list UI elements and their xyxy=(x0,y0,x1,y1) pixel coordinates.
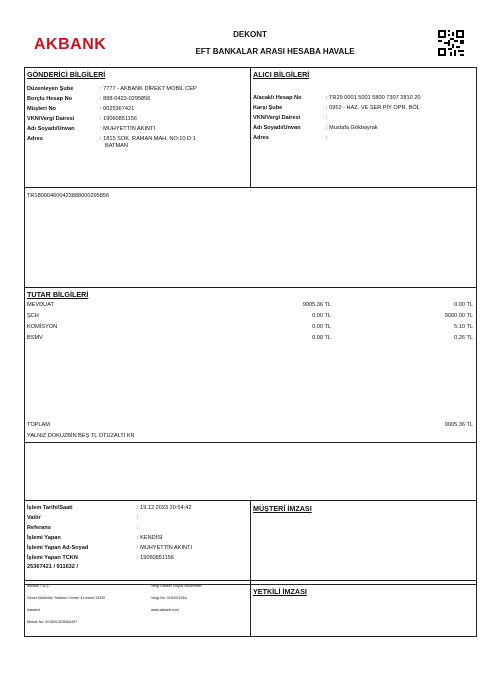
sender-section-title: GÖNDERİCİ BİLGİLERİ xyxy=(27,70,106,79)
transaction-value-performer: : KENDİSİ xyxy=(137,535,163,541)
authorized-signature-box xyxy=(250,580,477,637)
amount-row-mid: 0.00 TL xyxy=(312,324,331,330)
amount-row-name: BSMV xyxy=(27,335,43,341)
receiver-value-address: : xyxy=(326,135,328,141)
total-value: 9005.36 TL xyxy=(444,422,473,428)
sender-value-branch: : 7777 - AKBANK DİREKT MOBİL CEP xyxy=(100,86,197,92)
amount-row-name: MEVDUAT xyxy=(27,302,54,308)
receiver-label-tax: VKN/Vergi Dairesi xyxy=(253,115,301,121)
sender-value-address-line2: BATMAN xyxy=(105,143,128,149)
amounts-box xyxy=(24,287,477,443)
blank-box xyxy=(24,442,477,501)
total-in-words: YALNIZ DOKUZBİN BEŞ TL OTUZALTI KR xyxy=(27,433,135,439)
receiver-value-branch: : 0952 - HAZ. VE SER PİY OPR. BÖL xyxy=(326,105,420,111)
receiver-value-tax: : xyxy=(326,115,328,121)
transaction-value-tckn: : 19060851156 xyxy=(137,555,174,561)
description-box xyxy=(24,187,477,288)
sender-label-customer-no: Müşteri No xyxy=(27,106,56,112)
amounts-section-title: TUTAR BİLGİLERİ xyxy=(27,290,89,299)
transaction-label-performer-name: İşlemi Yapan Ad-Soyad xyxy=(27,545,89,551)
sender-label-tax: VKN/Vergi Dairesi xyxy=(27,116,75,122)
transaction-value-datetime: : 19.12.2023 20:54:42 xyxy=(137,505,192,511)
footer-right-line: Vergi No: 0150015264 xyxy=(151,596,187,600)
receiver-section-title: ALICI BİLGİLERİ xyxy=(253,70,310,79)
receiver-info-box xyxy=(250,67,477,188)
transaction-value-valor: : xyxy=(137,515,139,521)
footer-right-line: www.akbank.com xyxy=(151,608,179,612)
sender-value-tax: : 19060851156 xyxy=(100,116,137,122)
sender-label-branch: Düzenleyen Şube xyxy=(27,86,74,92)
receiver-label-branch: Karşı Şube xyxy=(253,105,283,111)
amount-row-mid: 0.00 TL xyxy=(312,313,331,319)
transaction-label-reference: Referans xyxy=(27,525,51,531)
customer-signature-title: MÜŞTERİ İMZASI xyxy=(253,504,312,513)
total-label: TOPLAM xyxy=(27,422,50,428)
authorized-signature-title: YETKİLİ İMZASI xyxy=(253,587,307,596)
document-title: DEKONT xyxy=(233,30,267,39)
receiver-value-account: : TR29 0001 5001 5800 7307 2810 20 xyxy=(326,95,421,101)
footer-left-line: Akbank T.A.Ş. xyxy=(27,584,50,588)
akbank-logo: AKBANK xyxy=(34,36,107,53)
sender-label-account: Borçlu Hesap No xyxy=(27,96,73,102)
amount-row-right: 0.00 TL xyxy=(454,302,473,308)
sender-value-account: : 888-0423-0295856 xyxy=(100,96,151,102)
transaction-value-reference: : xyxy=(137,525,139,531)
transaction-value-performer-name: : MUHYETTİN AKINTI xyxy=(137,545,193,551)
footer-left-line: Genel Müdürlük: Sabancı Center 4.Levent 34330 xyxy=(27,596,106,600)
amount-row-mid: 0.00 TL xyxy=(312,335,331,341)
transaction-ref-line: 25367421 / 911632 / xyxy=(27,564,79,570)
amount-row-right: 5.10 TL xyxy=(454,324,473,330)
description-text: TR180004600423888000295856 xyxy=(27,193,110,199)
receiver-label-name: Adı Soyadı/Unvan xyxy=(253,125,301,131)
sender-info-box xyxy=(24,67,251,188)
amount-row-name: ŞCH xyxy=(27,313,39,319)
transaction-label-valor: Valör xyxy=(27,515,41,521)
transaction-box xyxy=(24,500,251,585)
sender-value-customer-no: : 0025367421 xyxy=(100,106,135,112)
transaction-label-datetime: İşlem Tarihi/Saati xyxy=(27,505,73,511)
footer-right-line: Vergi Dairesi: Büyük Mükellefler xyxy=(151,584,202,588)
document-subtitle: EFT BANKALAR ARASI HESABA HAVALE xyxy=(195,47,355,56)
amount-row-right: 0.26 TL xyxy=(454,335,473,341)
amount-row-mid: 9005.36 TL xyxy=(302,302,331,308)
transaction-label-performer: İşlemi Yapan xyxy=(27,535,61,541)
qr-code-icon xyxy=(438,30,464,56)
receiver-value-name: : Mustafa Gökbayrak xyxy=(326,125,378,131)
transaction-label-tckn: İşlemi Yapan TCKN xyxy=(27,555,78,561)
sender-label-address: Adres xyxy=(27,136,43,142)
footer-left-line: Mersis No: 0015001526400497 xyxy=(27,620,78,624)
receiver-label-account: Alacaklı Hesap No xyxy=(253,95,302,101)
footer-left-line: İstanbul xyxy=(27,608,40,612)
receiver-label-address: Adres xyxy=(253,135,269,141)
customer-signature-box xyxy=(250,500,477,585)
footer-box xyxy=(24,580,251,637)
sender-label-name: Adı Soyadı/Unvan xyxy=(27,126,75,132)
amount-row-name: KOMİSYON xyxy=(27,324,58,330)
amount-row-right: 9000.00 TL xyxy=(444,313,473,319)
sender-value-address: : 1815 SOK. RAMAN MAH. NO:10 D:1 xyxy=(100,136,196,142)
sender-value-name: : MUHYETTİN AKINTI xyxy=(100,126,156,132)
